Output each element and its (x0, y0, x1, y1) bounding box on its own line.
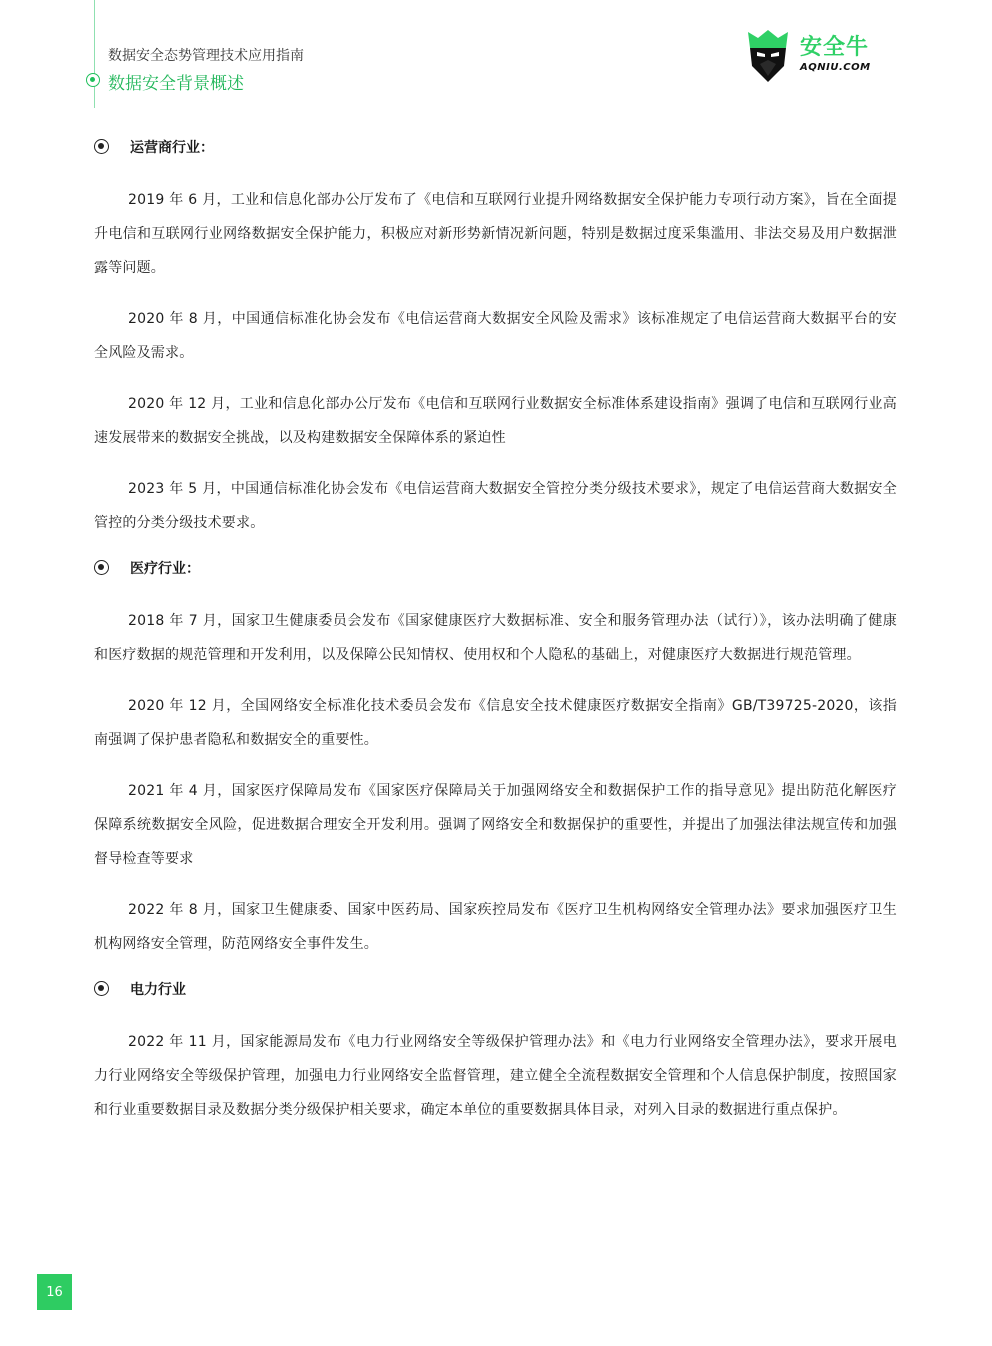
section-marker-icon (86, 73, 100, 87)
paragraph: 2019 年 6 月，工业和信息化部办公厅发布了《电信和互联网行业提升网络数据安全保护能力专项行动方案》，旨在全面提升电信和互联网行业网络数据安全保护能力，积极应对新形势新情况新问题，特别是数据过度采集滥用、非法交易及用户数据泄露等问题。 (94, 192, 897, 276)
paragraph: 2023 年 5 月，中国通信标准化协会发布《电信运营商大数据安全管控分类分级技术要求》，规定了电信运营商大数据安全管控的分类分级技术要求。 (94, 481, 897, 531)
radio-bullet-icon (94, 981, 109, 996)
page-number: 16 (37, 1274, 72, 1310)
heading-text: 电力行业 (130, 982, 186, 998)
section-telecom (94, 136, 897, 540)
heading-text: 运营商行业： (130, 140, 214, 156)
logo-url: AQNIU.COM (800, 62, 871, 73)
paragraph: 2020 年 12 月，全国网络安全标准化技术委员会发布《信息安全技术健康医疗数据安全指南》GB/T39725-2020，该指南强调了保护患者隐私和数据安全的重要性。 (94, 698, 897, 748)
heading-text: 医疗行业： (130, 561, 200, 577)
logo-name: 安全牛 (800, 35, 870, 60)
paragraph: 2022 年 8 月，国家卫生健康委、国家中医药局、国家疾控局发布《医疗卫生机构网络安全管理办法》要求加强医疗卫生机构网络安全管理，防范网络安全事件发生。 (94, 902, 897, 952)
paragraph: 2022 年 11 月，国家能源局发布《电力行业网络安全等级保护管理办法》和《电力行业网络安全管理办法》，要求开展电力行业网络安全等级保护管理，加强电力行业网络安全监督管理，建立健全全流程数据安全管理和个人信息保护制度，按照国家和行业重要数据目录及数据分类分级保护相关要求，确定本单位的重要数据具体目录，对列入目录的数据进行重点保护。 (94, 1034, 897, 1118)
section-heading (94, 557, 897, 581)
paragraph: 2020 年 8 月，中国通信标准化协会发布《电信运营商大数据安全风险及需求》该标准规定了电信运营商大数据平台的安全风险及需求。 (94, 311, 897, 361)
section-power (94, 978, 897, 1127)
paragraph: 2020 年 12 月，工业和信息化部办公厅发布《电信和互联网行业数据安全标准体系建设指南》强调了电信和互联网行业高速发展带来的数据安全挑战，以及构建数据安全保障体系的紧迫性 (94, 396, 897, 446)
section-title: 数据安全背景概述 (108, 74, 244, 94)
radio-bullet-icon (94, 560, 109, 575)
main-content (94, 136, 897, 1144)
section-heading (94, 136, 897, 160)
bearded-warrior-helmet-logo-icon (744, 26, 792, 84)
paragraph: 2021 年 4 月，国家医疗保障局发布《国家医疗保障局关于加强网络安全和数据保护工作的指导意见》提出防范化解医疗保障系统数据安全风险，促进数据合理安全开发利用。强调了网络安全和数据保护的重要性，并提出了加强法律法规宣传和加强督导检查等要求 (94, 783, 897, 867)
document-title: 数据安全态势管理技术应用指南 (108, 48, 304, 64)
brand-logo (744, 26, 872, 86)
section-heading (94, 978, 897, 1002)
header-rule (94, 0, 95, 108)
radio-bullet-icon (94, 139, 109, 154)
paragraph: 2018 年 7 月，国家卫生健康委员会发布《国家健康医疗大数据标准、安全和服务管理办法（试行）》，该办法明确了健康和医疗数据的规范管理和开发利用，以及保障公民知情权、使用权和个人隐私的基础上，对健康医疗大数据进行规范管理。 (94, 613, 897, 663)
section-medical (94, 557, 897, 961)
